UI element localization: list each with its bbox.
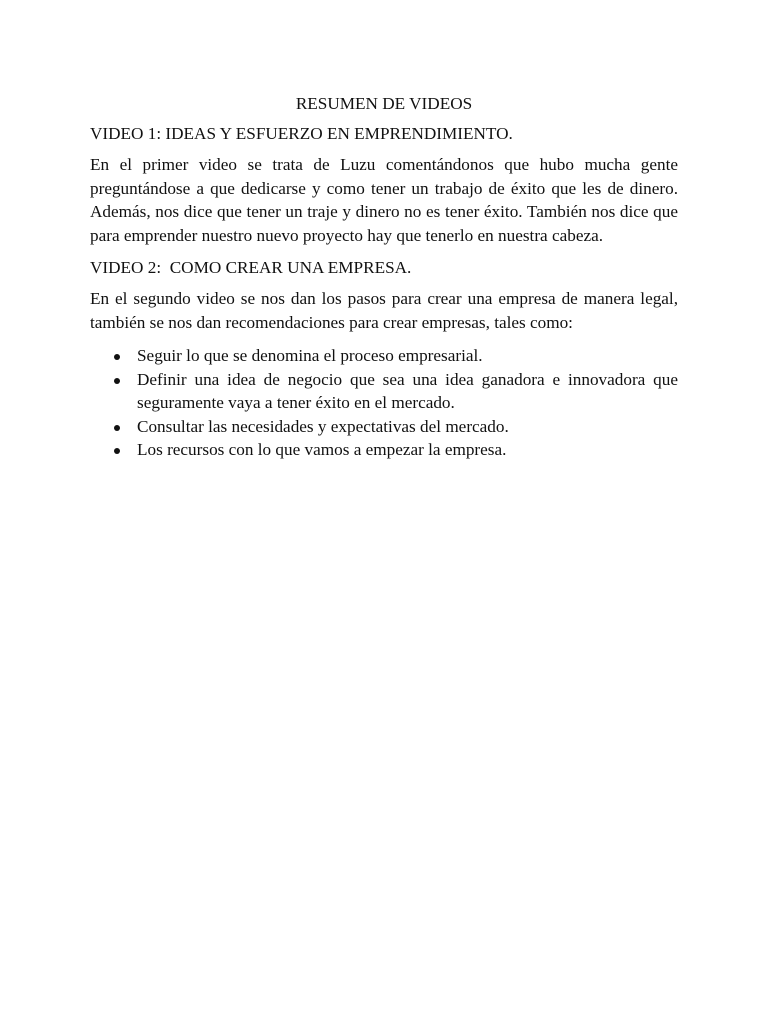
document-page: [90, 93, 678, 462]
section-2-paragraph: En el segundo video se nos dan los pasos para crear una empresa de manera legal, también se nos dan recomendaciones para crear empresas, tales como:: [90, 289, 678, 332]
bullet-icon: [114, 425, 120, 431]
document-title: RESUMEN DE VIDEOS: [295, 94, 473, 113]
bullet-icon: [114, 448, 120, 454]
list-item: [90, 344, 678, 368]
list-item: [90, 415, 678, 439]
section-2-heading: VIDEO 2: COMO CREAR UNA EMPRESA.: [90, 258, 412, 277]
list-item-text: Consultar las necesidades y expectativas del mercado.: [137, 416, 509, 436]
list-item-text: Definir una idea de negocio que sea una idea ganadora e innovadora que seguramente vaya a tener éxito en el mercado.: [137, 369, 678, 412]
list-item-text: Seguir lo que se denomina el proceso empresarial.: [137, 346, 483, 365]
list-item-text: Los recursos con lo que vamos a empezar la empresa.: [137, 440, 507, 459]
section-1-paragraph: En el primer video se trata de Luzu comentándonos que hubo mucha gente preguntándose a que dedicarse y como tener un trabajo de éxito que les de dinero. Además, nos dice que tener un traje y dinero no es tener éxito. También nos dice que para emprender nuestro nuevo proyecto hay que tenerlo en nuestra cabeza.: [90, 155, 678, 245]
list-item: [90, 368, 678, 415]
bullet-icon: [114, 378, 120, 384]
section-1-heading: VIDEO 1: IDEAS Y ESFUERZO EN EMPRENDIMIENTO.: [90, 124, 513, 143]
bullet-icon: [114, 354, 120, 360]
recommendations-list: [90, 344, 678, 462]
list-item: [90, 438, 678, 462]
